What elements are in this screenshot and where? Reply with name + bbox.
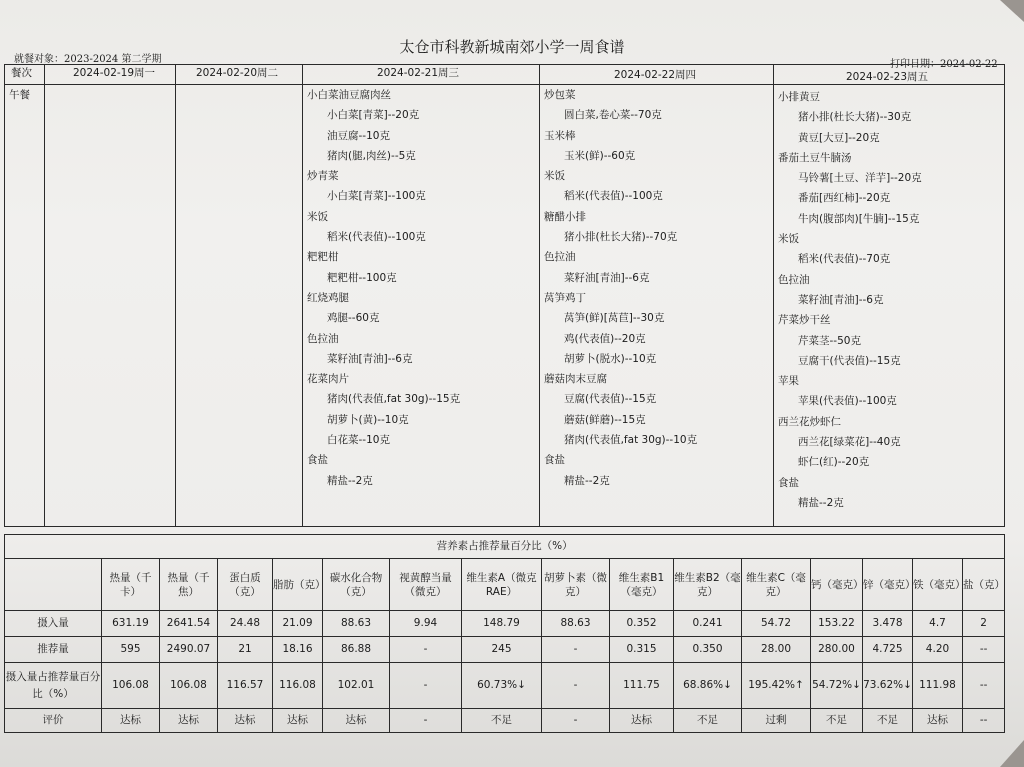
day-header-fri: 2024-02-23周五: [774, 65, 1005, 85]
dish-name: 米饭: [778, 233, 799, 246]
target-label: 就餐对象：2023-2024 第二学期: [14, 54, 162, 65]
nutrition-header-row: [5, 559, 1005, 611]
ingredient-line: 苹果(代表值)--100克: [798, 395, 897, 408]
nutrient-value-cell: 达标: [218, 709, 273, 733]
nutrient-value-cell: 60.73%↓: [462, 663, 542, 709]
percent-row: [5, 663, 1005, 709]
nutrient-value-cell: 24.48: [218, 611, 273, 637]
ingredient-line: 油豆腐--10克: [327, 129, 390, 142]
nutrient-column-header: 脂肪（克）: [273, 559, 323, 611]
page-title: 太仓市科教新城南郊小学一周食谱: [399, 38, 625, 56]
nutrient-value-cell: 116.57: [218, 663, 273, 709]
menu-header-row: [5, 65, 1005, 85]
ingredient-line: 精盐--2克: [327, 474, 373, 487]
ingredient-line: 小白菜[青菜]--100克: [327, 190, 426, 203]
ingredient-line: 蘑菇(鲜蘑)--15克: [564, 413, 646, 426]
meal-column-header: 餐次: [5, 65, 45, 85]
dish-name: 玉米棒: [544, 129, 576, 142]
ingredient-line: 玉米(鲜)--60克: [564, 149, 636, 162]
nutrient-value-cell: 111.75: [610, 663, 674, 709]
recommended-row-label: 推荐量: [5, 637, 102, 663]
day-cell-tue: [176, 85, 303, 527]
day-cell-wed: [303, 85, 540, 527]
nutrient-column-header: 铁（毫克）: [913, 559, 963, 611]
day-cell-mon: [45, 85, 176, 527]
nutrient-value-cell: 21.09: [273, 611, 323, 637]
nutrient-value-cell: -: [542, 709, 610, 733]
print-date: 打印日期：2024-02-22: [890, 59, 998, 70]
nutrition-corner: [5, 559, 102, 611]
nutrient-value-cell: -: [390, 663, 462, 709]
nutrient-value-cell: 102.01: [323, 663, 390, 709]
dish-name: 糖醋小排: [544, 210, 586, 223]
nutrient-value-cell: 达标: [323, 709, 390, 733]
nutrient-column-header: 维生素C（毫克）: [742, 559, 811, 611]
nutrient-value-cell: 54.72: [742, 611, 811, 637]
nutrient-column-header: 蛋白质（克）: [218, 559, 273, 611]
nutrient-column-header: 视黄醇当量（微克）: [390, 559, 462, 611]
dish-name: 红烧鸡腿: [307, 291, 349, 304]
nutrient-value-cell: 195.42%↑: [742, 663, 811, 709]
nutrient-value-cell: -: [542, 637, 610, 663]
nutrient-value-cell: 2: [963, 611, 1005, 637]
ingredient-line: 豆腐干(代表值)--15克: [798, 354, 901, 367]
nutrient-value-cell: 0.350: [674, 637, 742, 663]
nutrient-value-cell: 不足: [811, 709, 863, 733]
ingredient-line: 精盐--2克: [798, 496, 844, 509]
day-header-tue: 2024-02-20周二: [176, 65, 303, 85]
dish-name: 芹菜炒干丝: [778, 314, 831, 327]
day-cell-thu: [540, 85, 774, 527]
nutrient-value-cell: 54.72%↓: [811, 663, 863, 709]
nutrient-value-cell: --: [963, 637, 1005, 663]
nutrient-value-cell: 88.63: [323, 611, 390, 637]
nutrient-value-cell: 68.86%↓: [674, 663, 742, 709]
ingredient-line: 鸡腿--60克: [327, 312, 380, 325]
day-header-mon: 2024-02-19周一: [45, 65, 176, 85]
nutrient-value-cell: 不足: [674, 709, 742, 733]
nutrient-value-cell: 0.352: [610, 611, 674, 637]
dish-name: 花菜肉片: [307, 373, 349, 386]
ingredient-line: 稻米(代表值)--100克: [564, 190, 663, 203]
nutrient-value-cell: 4.20: [913, 637, 963, 663]
nutrient-value-cell: 0.315: [610, 637, 674, 663]
nutrient-value-cell: --: [963, 663, 1005, 709]
dish-name: 西兰花炒虾仁: [778, 415, 841, 428]
nutrient-value-cell: 不足: [462, 709, 542, 733]
ingredient-line: 西兰花[绿菜花]--40克: [798, 436, 901, 449]
ingredient-line: 精盐--2克: [564, 474, 610, 487]
dish-name: 食盐: [307, 454, 328, 467]
nutrient-value-cell: 达标: [610, 709, 674, 733]
nutrient-value-cell: 148.79: [462, 611, 542, 637]
nutrient-value-cell: 73.62%↓: [863, 663, 913, 709]
ingredient-line: 虾仁(红)--20克: [798, 456, 870, 469]
nutrient-value-cell: -: [390, 709, 462, 733]
evaluation-row-label: 评价: [5, 709, 102, 733]
nutrient-value-cell: --: [963, 709, 1005, 733]
nutrient-value-cell: 280.00: [811, 637, 863, 663]
dish-name: 食盐: [544, 454, 565, 467]
nutrient-value-cell: 116.08: [273, 663, 323, 709]
ingredient-line: 鸡(代表值)--20克: [564, 332, 646, 345]
dish-name: 番茄土豆牛腩汤: [778, 151, 852, 164]
nutrient-value-cell: 达标: [273, 709, 323, 733]
ingredient-line: 豆腐(代表值)--15克: [564, 393, 657, 406]
nutrition-title: 营养素占推荐量百分比（%）: [5, 535, 1005, 559]
nutrient-value-cell: 21: [218, 637, 273, 663]
nutrient-value-cell: 9.94: [390, 611, 462, 637]
nutrient-value-cell: -: [542, 663, 610, 709]
nutrient-value-cell: 111.98: [913, 663, 963, 709]
nutrition-title-row: [5, 535, 1005, 559]
ingredient-line: 稻米(代表值)--70克: [798, 253, 891, 266]
dish-name: 色拉油: [544, 251, 576, 264]
nutrient-value-cell: 不足: [863, 709, 913, 733]
nutrient-value-cell: 106.08: [160, 663, 218, 709]
day-cell-fri: [774, 85, 1005, 527]
nutrient-value-cell: 106.08: [102, 663, 160, 709]
ingredient-line: 猪肉(腿,肉丝)--5克: [327, 149, 416, 162]
nutrient-value-cell: 28.00: [742, 637, 811, 663]
ingredient-line: 猪小排(杜长大猪)--70克: [564, 231, 678, 244]
nutrient-column-header: 维生素B2（毫克）: [674, 559, 742, 611]
ingredient-line: 稻米(代表值)--100克: [327, 231, 426, 244]
dish-name: 食盐: [778, 476, 799, 489]
nutrient-value-cell: 86.88: [323, 637, 390, 663]
intake-row-label: 摄入量: [5, 611, 102, 637]
ingredient-line: 莴笋(鲜)[莴苣]--30克: [564, 312, 665, 325]
meal-label: 午餐: [5, 85, 45, 527]
ingredient-line: 胡萝卜(黄)--10克: [327, 413, 409, 426]
ingredient-line: 菜籽油[青油]--6克: [327, 352, 413, 365]
weekly-menu-table: [4, 64, 1005, 527]
nutrient-column-header: 胡萝卜素（微克）: [542, 559, 610, 611]
dish-name: 米饭: [307, 210, 328, 223]
lunch-row: [5, 85, 1005, 527]
day-header-thu: 2024-02-22周四: [540, 65, 774, 85]
nutrient-column-header: 维生素A（微克RAE）: [462, 559, 542, 611]
dish-name: 蘑菇肉末豆腐: [544, 373, 607, 386]
percent-row-label: 摄入量占推荐量百分比（%）: [5, 663, 102, 709]
dish-name: 炒包菜: [544, 89, 576, 101]
day-header-wed: 2024-02-21周三: [303, 65, 540, 85]
dish-name: 色拉油: [307, 332, 339, 345]
ingredient-line: 菜籽油[青油]--6克: [798, 293, 884, 306]
ingredient-line: 菜籽油[青油]--6克: [564, 271, 650, 284]
nutrient-value-cell: 过剩: [742, 709, 811, 733]
dish-name: 色拉油: [778, 273, 810, 286]
nutrient-column-header: 钙（毫克）: [811, 559, 863, 611]
nutrient-column-header: 热量（千卡）: [102, 559, 160, 611]
dish-name: 小白菜油豆腐肉丝: [307, 89, 391, 101]
dish-name: 粑粑柑: [307, 251, 339, 264]
ingredient-line: 黄豆[大豆]--20克: [798, 131, 880, 144]
ingredient-line: 牛肉(腹部肉)[牛腩]--15克: [798, 212, 920, 225]
nutrient-value-cell: 3.478: [863, 611, 913, 637]
nutrient-column-header: 碳水化合物（克）: [323, 559, 390, 611]
dish-name: 米饭: [544, 170, 565, 183]
dish-name: 小排黄豆: [778, 91, 820, 103]
ingredient-line: 马铃薯[土豆、洋芋]--20克: [798, 172, 922, 185]
nutrition-table: [4, 534, 1005, 733]
nutrient-value-cell: 88.63: [542, 611, 610, 637]
nutrient-column-header: 维生素B1（毫克）: [610, 559, 674, 611]
nutrient-column-header: 热量（千焦）: [160, 559, 218, 611]
ingredient-line: 番茄[西红柿]--20克: [798, 192, 891, 205]
ingredient-line: 猪肉(代表值,fat 30g)--15克: [327, 393, 461, 406]
ingredient-line: 芹菜茎--50克: [798, 334, 861, 347]
ingredient-line: 猪肉(代表值,fat 30g)--10克: [564, 434, 698, 447]
nutrient-value-cell: 18.16: [273, 637, 323, 663]
dish-name: 炒青菜: [307, 170, 339, 183]
nutrient-value-cell: 达标: [160, 709, 218, 733]
nutrient-value-cell: 595: [102, 637, 160, 663]
nutrient-value-cell: 4.7: [913, 611, 963, 637]
nutrient-value-cell: 631.19: [102, 611, 160, 637]
evaluation-row: [5, 709, 1005, 733]
nutrient-value-cell: 2641.54: [160, 611, 218, 637]
nutrient-value-cell: 达标: [913, 709, 963, 733]
ingredient-line: 圆白菜,卷心菜--70克: [564, 109, 662, 122]
nutrient-column-header: 盐（克）: [963, 559, 1005, 611]
ingredient-line: 小白菜[青菜]--20克: [327, 109, 420, 122]
dish-name: 苹果: [778, 375, 799, 388]
nutrient-value-cell: 达标: [102, 709, 160, 733]
ingredient-line: 猪小排(杜长大猪)--30克: [798, 111, 912, 124]
nutrient-value-cell: 0.241: [674, 611, 742, 637]
dish-name: 莴笋鸡丁: [544, 291, 586, 304]
ingredient-line: 粑粑柑--100克: [327, 271, 397, 284]
intake-row: [5, 611, 1005, 637]
nutrient-value-cell: 245: [462, 637, 542, 663]
ingredient-line: 胡萝卜(脱水)--10克: [564, 352, 657, 365]
nutrient-value-cell: -: [390, 637, 462, 663]
ingredient-line: 白花菜--10克: [327, 434, 390, 447]
recommended-row: [5, 637, 1005, 663]
nutrient-value-cell: 2490.07: [160, 637, 218, 663]
nutrient-value-cell: 153.22: [811, 611, 863, 637]
nutrient-value-cell: 4.725: [863, 637, 913, 663]
nutrient-column-header: 锌（毫克）: [863, 559, 913, 611]
